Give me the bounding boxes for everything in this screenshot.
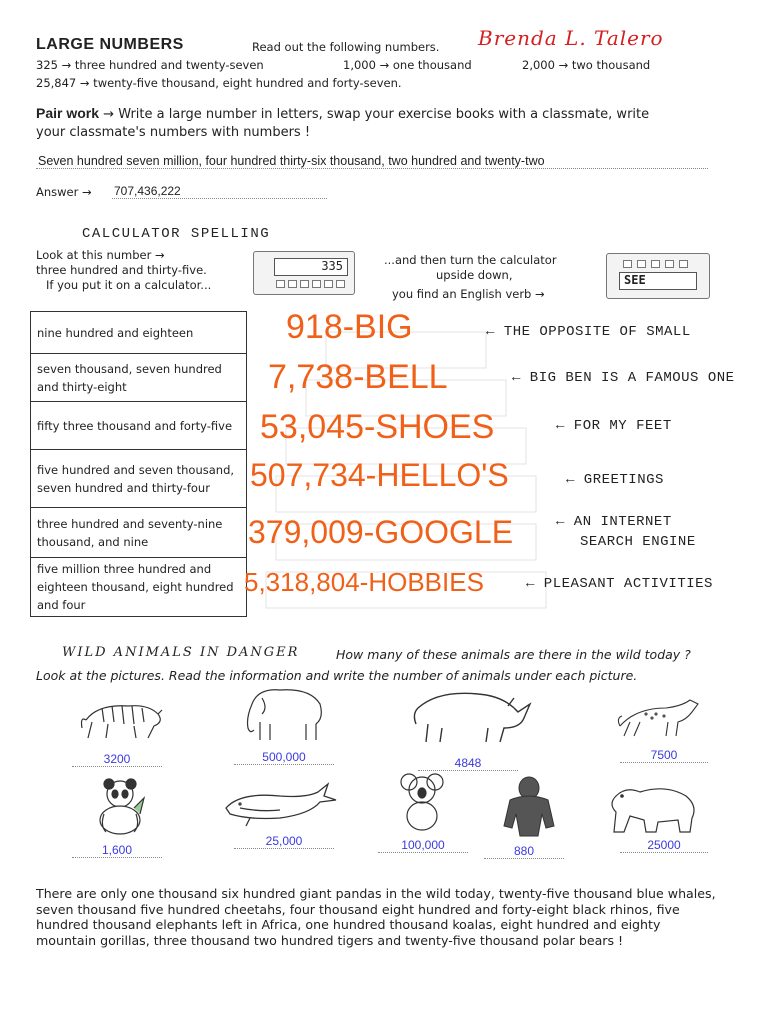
answer-line[interactable] (112, 180, 327, 199)
koala-count: 100,000 (401, 838, 445, 852)
written-number-line[interactable] (36, 150, 708, 169)
animals-instruction: Look at the pictures. Read the information and write the number of animals under each picture. (36, 668, 638, 683)
answer-value: 707,436,222 (114, 184, 181, 198)
words-row: five hundred and seven thousand, seven hundred and thirty-four (31, 450, 246, 508)
whale-count: 25,000 (265, 834, 303, 848)
animals-title: WILD ANIMALS IN DANGER (62, 645, 300, 660)
gorilla-icon (498, 774, 560, 840)
cheetah-answer-line[interactable] (620, 748, 708, 763)
example-325: 325 → three hundred and twenty-seven (36, 58, 264, 72)
answer-shoes: 53,045-SHOES (260, 408, 495, 446)
words-row: five million three hundred and eighteen thousand, eight hundred and four (37, 562, 234, 612)
rhino-icon (408, 684, 538, 746)
polar-bear-answer-line[interactable] (620, 838, 708, 853)
clue-google: ← AN INTERNET (556, 514, 672, 530)
whale-icon (220, 778, 340, 830)
elephant-count: 500,000 (262, 750, 306, 764)
page-title: LARGE NUMBERS (36, 36, 184, 53)
elephant-icon (240, 684, 330, 744)
whale-answer-line[interactable] (234, 834, 334, 849)
answer-label: Answer → (36, 185, 92, 199)
calc-right-line3: you find an English verb → (392, 287, 545, 301)
pairwork-text-1: → Write a large number in letters, swap your exercise books with a classmate, write (103, 107, 650, 122)
tiger-icon (78, 692, 166, 742)
calc-left-line3: If you put it on a calculator... (46, 278, 212, 292)
words-row: nine hundred and eighteen (31, 312, 246, 354)
tiger-answer-line[interactable] (72, 752, 162, 767)
animals-question: How many of these animals are there in the wild today ? (336, 647, 691, 662)
rhino-answer-line[interactable] (418, 756, 518, 771)
signature: Brenda L. Talero (478, 26, 664, 50)
clue-bell: ← BIG BEN IS A FAMOUS ONE (512, 370, 735, 386)
answer-big: 918-BIG (286, 308, 413, 346)
koala-icon (400, 770, 444, 832)
panda-answer-line[interactable] (72, 843, 162, 858)
words-table (30, 311, 247, 617)
clue-hobbies: ← PLEASANT ACTIVITIES (526, 576, 713, 592)
cheetah-count: 7500 (650, 748, 678, 762)
calculator-title: CALCULATOR SPELLING (82, 226, 271, 242)
calculator-screen-left: 335 (274, 258, 348, 276)
read-instruction: Read out the following numbers. (252, 40, 440, 54)
gorilla-count: 880 (513, 844, 535, 858)
words-row: seven thousand, seven hundred and thirty-eight (31, 354, 246, 402)
panda-count: 1,600 (101, 843, 133, 857)
polar-bear-icon (606, 776, 702, 836)
answer-bell: 7,738-BELL (268, 358, 448, 396)
calculator-image-left (253, 251, 355, 295)
pairwork-label: Pair work (36, 105, 100, 121)
gorilla-answer-line[interactable] (484, 844, 564, 859)
words-row: three hundred and seventy-nine thousand, and nine (31, 508, 246, 558)
polar-bear-count: 25000 (647, 838, 681, 852)
calc-left-line2: three hundred and thirty-five. (36, 263, 207, 277)
answer-hellos: 507,734-HELLO'S (250, 457, 509, 493)
rhino-count: 4848 (454, 756, 482, 770)
elephant-answer-line[interactable] (234, 750, 334, 765)
koala-answer-line[interactable] (378, 838, 468, 853)
pairwork-block (36, 105, 736, 122)
tiger-count: 3200 (103, 752, 131, 766)
calculator-screen-right: SEE (619, 272, 697, 290)
calc-left-line1: Look at this number → (36, 248, 165, 262)
clue-google-2: SEARCH ENGINE (580, 534, 696, 550)
calc-right-line1: ...and then turn the calculator (384, 253, 557, 267)
cheetah-icon (616, 690, 702, 740)
words-row: fifty three thousand and forty-five (31, 402, 246, 450)
written-number: Seven hundred seven million, four hundred thirty-six thousand, two hundred and twenty-two (38, 154, 545, 168)
calc-right-line2: upside down, (436, 268, 513, 282)
animals-paragraph: There are only one thousand six hundred giant pandas in the wild today, twenty-five thousand blue whales, seven thousand five hundred cheetahs, four thousand eight hundred and forty-eight black rhinos, five hundred thousand elephants left in Africa, one hundred thousand koalas, eight hundred and eighty mountain gorillas, three thousand two hundred tigers and twenty-five thousand polar bears ! (36, 886, 716, 948)
pairwork-text-2: your classmate's numbers with numbers ! (36, 125, 311, 140)
panda-icon (90, 774, 150, 836)
clue-shoes: ← FOR MY FEET (556, 418, 672, 434)
example-2000: 2,000 → two thousand (522, 58, 651, 72)
answer-google: 379,009-GOOGLE (248, 514, 514, 550)
example-1000: 1,000 → one thousand (343, 58, 472, 72)
clue-big: ← THE OPPOSITE OF SMALL (486, 324, 691, 340)
example-25847: 25,847 → twenty-five thousand, eight hundred and forty-seven. (36, 76, 402, 90)
calculator-image-right (606, 253, 710, 299)
answer-hobbies: 5,318,804-HOBBIES (244, 567, 484, 597)
clue-hellos: ← GREETINGS (566, 472, 664, 488)
